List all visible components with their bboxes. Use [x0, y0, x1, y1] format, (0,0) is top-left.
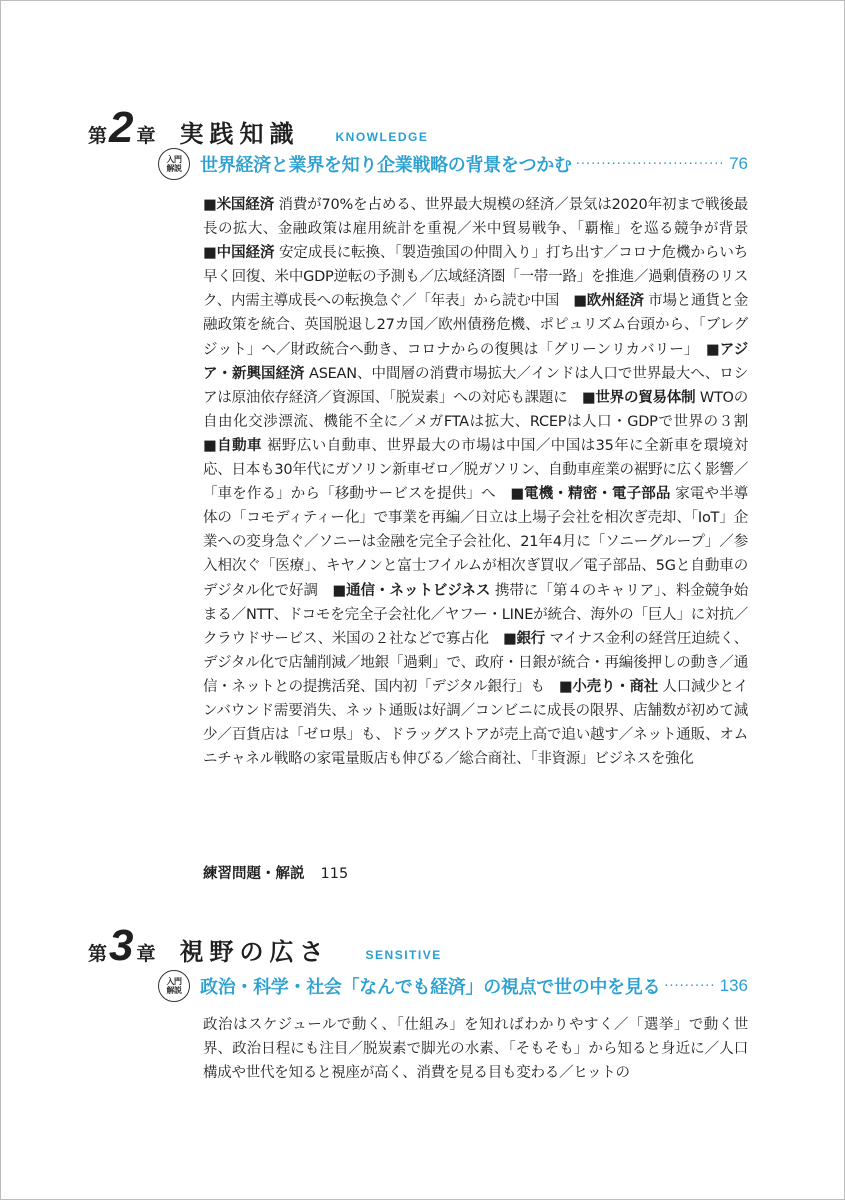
intro-badge-icon: [158, 148, 190, 180]
chapter-number: 2: [109, 103, 134, 152]
chapter-english-title: SENSITIVE: [365, 948, 442, 962]
topic-mark: ■: [573, 293, 587, 310]
topic-mark: ■: [203, 197, 217, 213]
topic-text: 市場と通貨と金融政策を統合、英国脱退し27カ国／欧州債務危機、ポピュリズム台頭から、「ブレグジット」へ／財政統合へ動き、コロナからの復興は「グリーンリカバリー」: [203, 293, 749, 358]
badge-top-text: 入門: [166, 977, 182, 986]
chapter-prefix: 第: [88, 943, 108, 965]
topic-text: 人口減少とインバウンド需要消失、ネット通販は好調／コンビニに成長の限界、店舗数が初めて減少／百貨店は「ゼロ県」も、ドラッグストアが売上高で追い越す／ネット通販、オムニチャネル戦略の家電量販店も伸びる／総合商社、「非資源」ビジネスを強化: [203, 678, 749, 768]
section-entry[interactable]: [158, 148, 748, 180]
topic-mark: ■: [503, 630, 517, 647]
topic-label: 通信・ネットビジネス: [346, 582, 491, 599]
topic-label: アジア・新興国経済: [203, 341, 749, 382]
topic-mark: ■: [581, 389, 596, 406]
section-page-number: 136: [719, 976, 748, 995]
topic-mark: ■: [332, 582, 347, 599]
chapter-number: 3: [109, 921, 134, 970]
exercise-entry[interactable]: [203, 862, 348, 883]
chapter-prefix: 第: [88, 125, 108, 147]
exercise-label: 練習問題・解説: [203, 866, 305, 882]
topic-text: 安定成長に転換、「製造強国の仲間入り」打ち出す／コロナ危機からいち早く回復、米中GDP逆転の予測も／広域経済圏「一帯一路」を推進／過剰債務のリスク、内需主導成長への転換急ぐ／「年表」から読む中国: [203, 245, 749, 310]
badge-bottom-text: 解説: [166, 164, 182, 173]
topic-mark: ■: [510, 486, 525, 503]
topic-mark: ■: [203, 437, 218, 454]
topic-text: 消費が70%を占める、世界最大規模の経済／景気は2020年初まで戦後最長の拡大、金融政策は雇用統計を重視／米中貿易戦争、「覇権」を巡る競争が背景: [203, 197, 763, 238]
topic-text: WTOの自由化交渉漂流、機能不全に／メガFTAは拡大、RCEPは人口・GDPで世界の３割: [203, 389, 763, 430]
chapter-title: 視野の広さ: [179, 938, 330, 966]
chapter-3-heading: [88, 922, 442, 968]
topic-mark: ■: [705, 341, 720, 358]
dot-leader: [576, 157, 725, 172]
section-page-number: 76: [729, 154, 748, 173]
chapter-english-title: KNOWLEDGE: [335, 130, 429, 144]
topic-label: 米国経済: [216, 197, 274, 213]
topic-label: 電機・精密・電子部品: [524, 486, 671, 503]
chapter-suffix: 章: [136, 125, 156, 147]
intro-badge-icon: [158, 970, 190, 1002]
dot-leader: [664, 979, 715, 994]
section-entry[interactable]: [158, 970, 748, 1002]
topic-mark: ■: [558, 678, 573, 695]
topic-text: ASEAN、中間層の消費市場拡大／インドは人口で世界最大へ、ロシアは原油依存経済／資源国、「脱炭素」への対応も課題に: [203, 365, 748, 406]
section-title: 政治・科学・社会「なんでも経済」の視点で世の中を見る: [200, 977, 661, 998]
exercise-page-number: 115: [320, 866, 349, 882]
topic-label: 小売り・商社: [572, 678, 659, 695]
chapter-suffix: 章: [136, 943, 156, 965]
topic-label: 自動車: [217, 437, 262, 454]
badge-bottom-text: 解説: [166, 986, 182, 995]
topic-text: マイナス金利の経営圧迫続く、デジタル化で店舗削減／地銀「過剰」で、政府・日銀が統合・再編後押しの動き／通信・ネットとの提携活発、国内初「デジタル銀行」も: [203, 630, 749, 695]
topic-label: 銀行: [516, 630, 546, 647]
chapter-2-heading: [88, 104, 428, 150]
topic-mark: ■: [203, 245, 217, 262]
badge-top-text: 入門: [166, 155, 182, 164]
topic-label: 中国経済: [216, 245, 275, 262]
chapter-2-summary: [203, 193, 763, 771]
section-title: 世界経済と業界を知り企業戦略の背景をつかむ: [200, 155, 572, 176]
topic-text: 家電や半導体の「コモディティー化」で事業を再編／日立は上場子会社を相次ぎ売却、「IoT」企業への変身急ぐ／ソニーは金融を完全子会社化、21年4月に「ソニーグループ」／参入相次ぐ「医療」、キヤノンと富士フイルムが相次ぎ買収／電子部品、5Gと自動車のデジタル化で好調: [203, 486, 749, 599]
chapter-3-summary: 政治はスケジュールで動く、「仕組み」を知ればわかりやすく／「選挙」で動く世界、政治日程にも注目／脱炭素で脚光の水素、「そもそも」から知ると身近に／人口構成や世代を知ると視座が高く、消費を見る目も変わる／ヒットの: [203, 1017, 748, 1082]
topic-text: 裾野広い自動車、世界最大の市場は中国／中国は35年に全新車を環境対応、日本も30年代にガソリン新車ゼロ／脱ガソリン、自動車産業の裾野に広く影響／「車を作る」から「移動サービスを提供」へ: [203, 437, 748, 503]
chapter-title: 実践知識: [179, 120, 300, 148]
topic-label: 欧州経済: [586, 293, 644, 310]
topic-label: 世界の貿易体制: [595, 389, 696, 406]
topic-text: 携帯に「第４のキャリア」、料金競争始まる／NTT、ドコモを完全子会社化／ヤフー・LINEが統合、海外の「巨人」に対抗／クラウドサービス、米国の２社などで寡占化: [203, 582, 748, 647]
